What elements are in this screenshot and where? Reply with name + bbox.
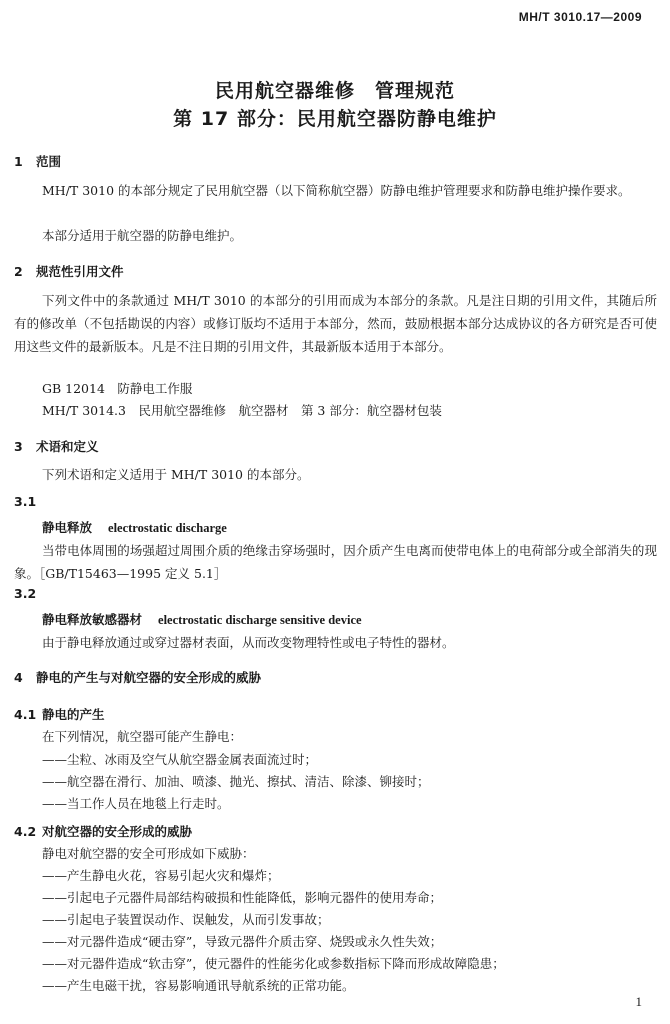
section-4-2-intro: 静电对航空器的安全可形成如下威胁： (42, 846, 255, 861)
section-number: 4.1 (14, 707, 37, 722)
section-1-heading (14, 152, 61, 170)
section-title: 静电的产生与对航空器的安全形成的威胁 (36, 670, 262, 685)
section-number: 2 (14, 264, 23, 279)
section-title: 范围 (36, 154, 62, 169)
list-item: ——对元器件造成“硬击穿”，导致元器件介质击穿、烧毁或永久性失效； (42, 934, 443, 949)
term-3-1 (42, 518, 227, 536)
section-number: 4.2 (14, 824, 37, 839)
term-chinese: 静电释放 (42, 520, 93, 535)
list-item: ——引起电子元器件局部结构破损和性能降低，影响元器件的使用寿命； (42, 890, 443, 905)
section-title: 规范性引用文件 (36, 264, 124, 279)
page-number: 1 (635, 994, 642, 1009)
section-3-paragraph-1: 下列术语和定义适用于 MH/T 3010 的本部分。 (42, 467, 310, 482)
list-item: ——产生电磁干扰，容易影响通讯导航系统的正常功能。 (42, 978, 355, 993)
section-number: 3 (14, 439, 23, 454)
term-3-2-definition: 由于静电释放通过或穿过器材表面，从而改变物理特性或电子特性的器材。 (42, 635, 455, 650)
reference-1: GB 12014 防静电工作服 (42, 381, 193, 396)
section-1-paragraph-2: 本部分适用于航空器的防静电维护。 (42, 228, 243, 243)
section-title: 术语和定义 (36, 439, 99, 454)
term-3-1-number: 3.1 (14, 494, 37, 509)
title-line-1: 民用航空器维修 管理规范 (214, 80, 455, 102)
section-number: 4 (14, 670, 23, 685)
section-number: 1 (14, 154, 23, 169)
term-3-2 (42, 610, 362, 628)
reference-2: MH/T 3014.3 民用航空器维修 航空器材 第 3 部分：航空器材包装 (42, 403, 442, 418)
section-4-1-heading (14, 705, 105, 723)
section-4-heading (14, 668, 261, 686)
term-3-1-definition: 当带电体周围的场强超过周围介质的绝缘击穿场强时，因介质产生电离而使带电体上的电荷部分或全部消失的现象。［GB/T15463—1995 定义 5.1］ (14, 543, 657, 581)
section-1-paragraph-1: MH/T 3010 的本部分规定了民用航空器（以下简称航空器）防静电维护管理要求和防静电维护操作要求。 (42, 183, 631, 198)
section-4-1-intro: 在下列情况，航空器可能产生静电： (42, 729, 243, 744)
standard-code: MH/T 3010.17—2009 (518, 10, 642, 24)
term-english: electrostatic discharge sensitive device (158, 613, 362, 627)
section-2-heading (14, 262, 124, 280)
section-2-paragraph-1: 下列文件中的条款通过 MH/T 3010 的本部分的引用而成为本部分的条款。凡是注日期的引用文件，其随后所有的修改单（不包括勘误的内容）或修订版均不适用于本部分，然而，鼓励根据本部分达成协议的各方研究是否可使用这些文件的最新版本。凡是不注日期的引用文件，其最新版本适用于本部分。 (14, 293, 657, 354)
term-english: electrostatic discharge (108, 521, 227, 535)
section-3-heading (14, 437, 99, 455)
list-item: ——尘粒、冰雨及空气从航空器金属表面流过时； (42, 752, 318, 767)
title-line-2: 第 17 部分：民用航空器防静电维护 (173, 108, 497, 130)
term-chinese: 静电释放敏感器材 (42, 612, 143, 627)
term-3-2-number: 3.2 (14, 586, 37, 601)
list-item: ——产生静电火花，容易引起火灾和爆炸； (42, 868, 280, 883)
section-title: 静电的产生 (42, 707, 105, 722)
list-item: ——当工作人员在地毯上行走时。 (42, 796, 230, 811)
section-title: 对航空器的安全形成的威胁 (42, 824, 193, 839)
section-4-2-heading (14, 822, 192, 840)
list-item: ——对元器件造成“软击穿”，使元器件的性能劣化或参数指标下降而形成故障隐患； (42, 956, 505, 971)
list-item: ——航空器在滑行、加油、喷漆、抛光、擦拭、清洁、除漆、铆接时； (42, 774, 430, 789)
list-item: ——引起电子装置误动作、误触发，从而引发事故； (42, 912, 330, 927)
